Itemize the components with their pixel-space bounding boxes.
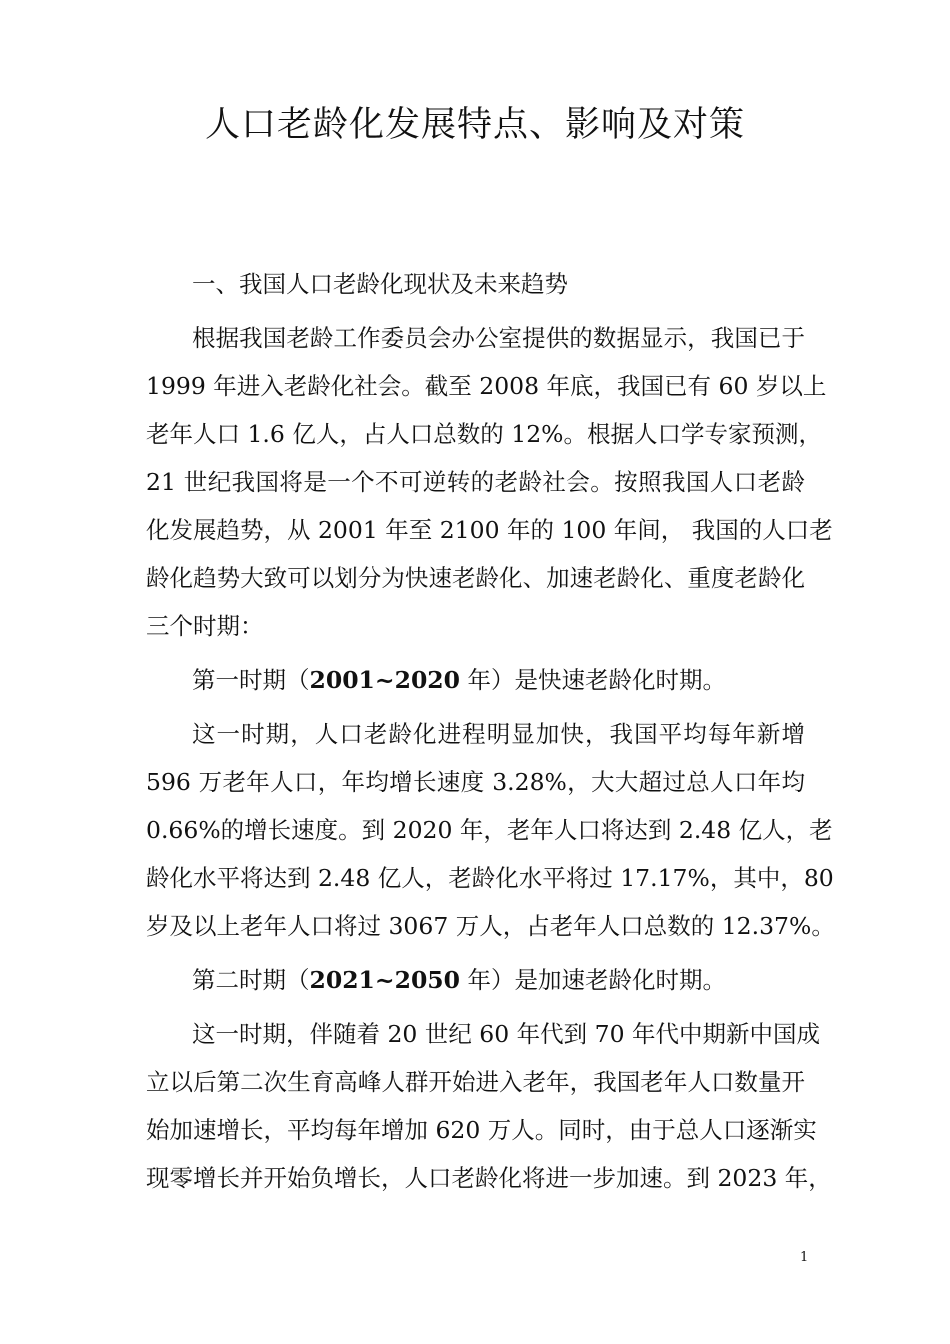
section-heading: 一、我国人口老龄化现状及未来趋势 bbox=[192, 270, 568, 298]
paragraph-line: 三个时期： bbox=[146, 612, 264, 640]
period-heading bbox=[192, 960, 805, 1000]
page-title: 人口老龄化发展特点、影响及对策 bbox=[204, 105, 745, 145]
paragraph-line: 龄化水平将达到 2.48 亿人，老龄化水平将过 17.17%，其中，80 bbox=[146, 864, 834, 892]
period-heading bbox=[192, 660, 805, 700]
paragraph-line: 现零增长并开始负增长，人口老龄化将进一步加速。到 2023 年， bbox=[146, 1164, 832, 1192]
paragraph-line: 这一时期，人口老龄化进程明显加快，我国平均每年新增 bbox=[192, 720, 805, 748]
paragraph-line: 596 万老年人口，年均增长速度 3.28%，大大超过总人口年均 bbox=[146, 768, 805, 796]
paragraph-line: 始加速增长，平均每年增加 620 万人。同时，由于总人口逐渐实 bbox=[146, 1116, 817, 1144]
page-number: 1 bbox=[800, 1250, 809, 1265]
paragraph-line: 0.66%的增长速度。到 2020 年，老年人口将达到 2.48 亿人，老 bbox=[146, 816, 833, 844]
paragraph-line: 老年人口 1.6 亿人，占人口总数的 12%。根据人口学专家预测， bbox=[146, 420, 823, 448]
period-prefix: 第一时期（ bbox=[192, 666, 310, 694]
period-prefix: 第二时期（ bbox=[192, 966, 310, 994]
paragraph-line: 立以后第二次生育高峰人群开始进入老年，我国老年人口数量开 bbox=[146, 1068, 805, 1096]
paragraph-line: 21 世纪我国将是一个不可逆转的老龄社会。按照我国人口老龄 bbox=[146, 468, 805, 496]
paragraph-line: 化发展趋势，从 2001 年至 2100 年的 100 年间， 我国的人口老 bbox=[146, 516, 833, 544]
paragraph-line: 龄化趋势大致可以划分为快速老龄化、加速老龄化、重度老龄化 bbox=[146, 564, 805, 592]
paragraph-line: 1999 年进入老龄化社会。截至 2008 年底，我国已有 60 岁以上 bbox=[146, 372, 827, 400]
period-suffix: 年）是快速老龄化时期。 bbox=[460, 666, 726, 694]
period-suffix: 年）是加速老龄化时期。 bbox=[460, 966, 726, 994]
paragraph-line: 这一时期，伴随着 20 世纪 60 年代到 70 年代中期新中国成 bbox=[192, 1020, 821, 1048]
paragraph-line: 岁及以上老年人口将过 3067 万人，占老年人口总数的 12.37%。 bbox=[146, 912, 835, 940]
period-years: 2001~2020 bbox=[309, 666, 461, 694]
paragraph-line: 根据我国老龄工作委员会办公室提供的数据显示，我国已于 bbox=[192, 324, 805, 352]
period-years: 2021~2050 bbox=[309, 966, 461, 994]
